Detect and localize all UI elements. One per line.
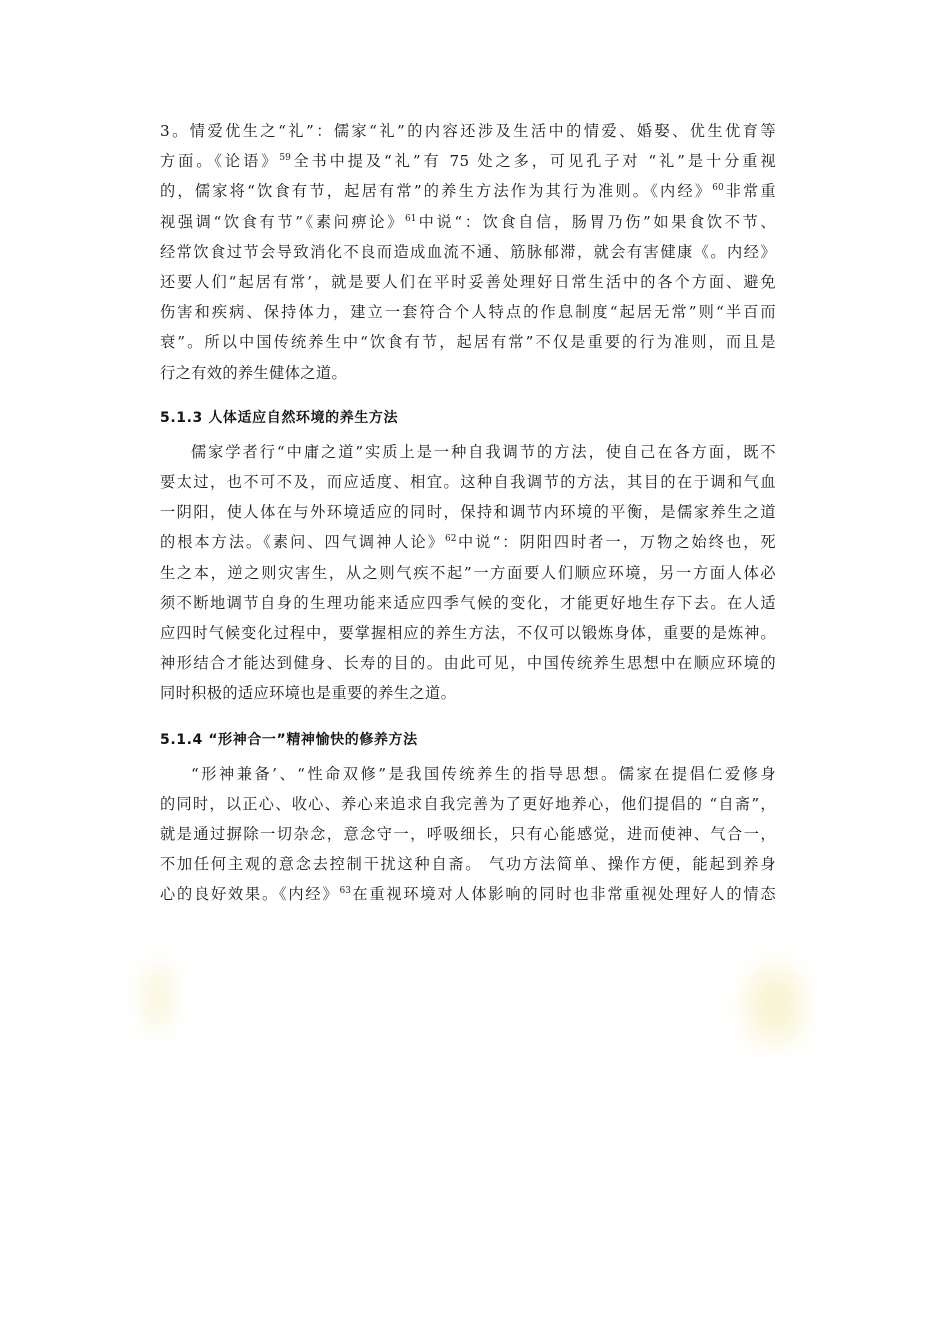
text-line: 3。情爱优生之“礼”：儒家“礼”的内容还涉及生活中的情爱、婚娶、优生优育等 [160, 122, 776, 140]
text-line: 经常饮食过节会导致消化不良而造成血流不通、筋脉郁滞，就会有害健康《。内经》 [160, 242, 776, 261]
text-line: “形神兼备’、“性命双修”是我国传统养生的指导思想。儒家在提倡仁爱修身 [191, 764, 776, 783]
text-line [160, 879, 776, 909]
section-heading-5-1-4: 5.1.4 “形神合一”精神愉快的修养方法 [160, 731, 418, 748]
paragraph-etiquette-love [160, 116, 776, 388]
text-run: 在重视环境对人体影响的同时也非常重视处理好人的情态 [350, 885, 776, 904]
paper-stain-right [740, 960, 810, 1050]
section-heading-5-1-3: 5.1.3 人体适应自然环境的养生方法 [160, 409, 399, 426]
text-run: 的，儒家将“饮食有节，起居有常”的养生方法作为其行为准则。《内经》 [160, 182, 713, 201]
text-run: 全书中提及“礼”有 75 处之多，可见孔子对 “礼”是十分重视 [290, 152, 777, 171]
text-line [160, 146, 776, 176]
text-run: 中说“：阴阳四时者一，万物之始终也，死 [456, 533, 776, 552]
footnote-marker: 62 [444, 534, 457, 545]
footnote-marker: 63 [339, 886, 351, 897]
text-line: 须不断地调节自身的生理功能来适应四季气候的变化，才能更好地生存下去。在人适 [160, 593, 776, 612]
text-line: 就是通过摒除一切杂念，意念守一，呼吸细长，只有心能感觉，进而使神、气合一， [160, 825, 776, 844]
text-line: 生之本，逆之则灾害生，从之则气疾不起”一方面要人们顺应环境，另一方面人体必 [160, 563, 776, 582]
text-run: 的根本方法。《素问、四气调神人论》 [160, 533, 445, 552]
text-line [160, 527, 776, 557]
text-line [160, 176, 776, 206]
text-line: 还要人们“起居有常’，就是要人们在平时妥善处理好日常生活中的各个方面、避免 [160, 273, 776, 292]
text-line: 不加任何主观的意念去控制干扰这种自斋。 气功方法简单、操作方便，能起到养身 [160, 855, 776, 874]
text-line: 行之有效的养生健体之道。 [160, 363, 348, 382]
paper-stain-left [138, 958, 178, 1038]
text-line: 儒家学者行“中庸之道”实质上是一种自我调节的方法，使自己在各方面，既不 [191, 442, 776, 461]
footnote-marker: 60 [712, 183, 724, 194]
text-run: 方面。《论语》 [160, 152, 280, 171]
text-run: 视强调“饮食有节”《素问痹论》 [160, 212, 405, 231]
text-line: 应四时气候变化过程中，要掌握相应的养生方法，不仅可以锻炼身体，重要的是炼神。 [160, 624, 776, 643]
text-line: 的同时，以正心、收心、养心来追求自我完善为了更好地养心，他们提倡的 “自斋”， [160, 794, 776, 813]
document-page [160, 112, 776, 910]
text-line: 同时积极的适应环境也是重要的养生之道。 [160, 684, 457, 703]
paragraph-adapt-environment [160, 437, 776, 709]
paragraph-body-spirit-unity [160, 759, 776, 910]
footnote-marker: 59 [279, 153, 291, 164]
text-line: 一阴阳，使人体在与外环境适应的同时，保持和调节内环境的平衡，是儒家养生之道 [160, 503, 776, 522]
text-line: 要太过，也不可不及，而应适度、相宜。这种自我调节的方法，其目的在于调和气血 [160, 473, 776, 492]
footnote-marker: 61 [404, 213, 417, 224]
text-line: 衰”。所以中国传统养生中“饮食有节，起居有常”不仅是重要的行为准则，而且是 [160, 333, 776, 352]
text-line: 伤害和疾病、保持体力，建立一套符合个人特点的作息制度“起居无常”则“半百而 [160, 303, 776, 322]
text-line [160, 207, 776, 237]
text-run: 中说“：饮食自信，肠胃乃伤”如果食饮不节、 [416, 212, 776, 231]
text-run: 非常重 [723, 182, 776, 201]
text-line: 神形结合才能达到健身、长寿的目的。由此可见，中国传统养生思想中在顺应环境的 [160, 654, 776, 673]
text-run: 心的良好效果。《内经》 [160, 885, 340, 904]
